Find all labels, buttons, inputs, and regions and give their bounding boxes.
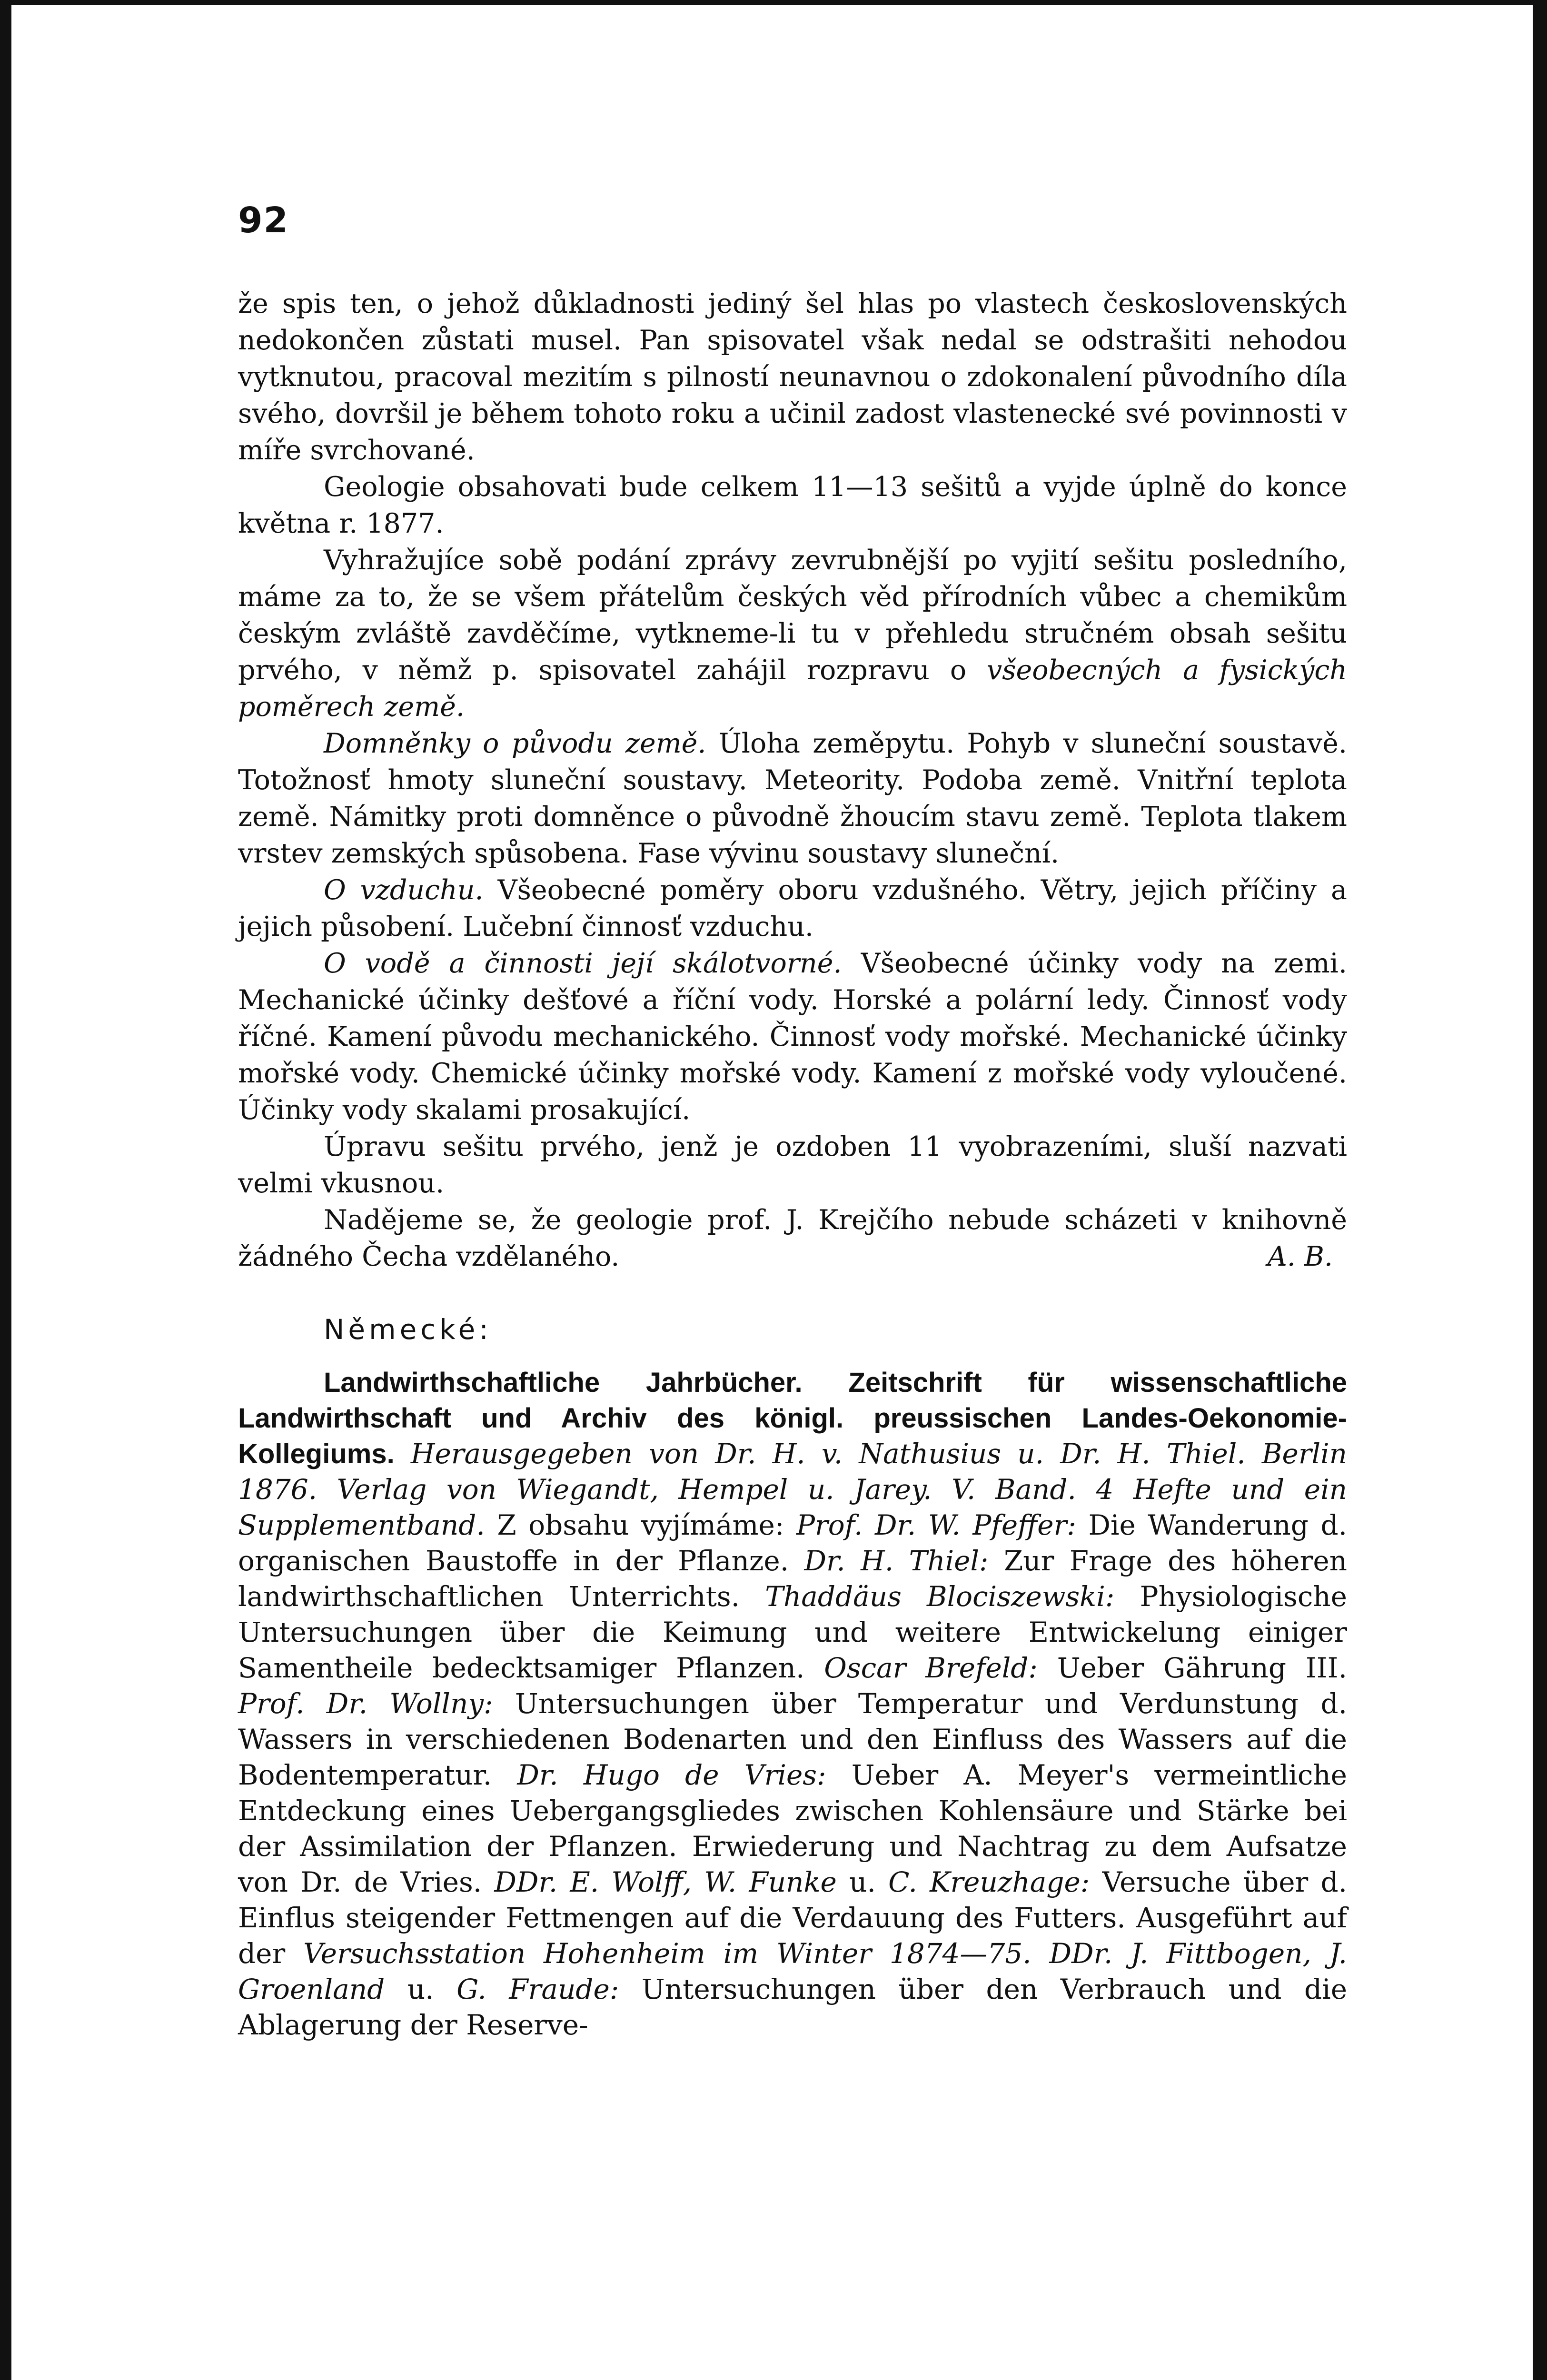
author-thiel: Dr. H. Thiel:	[804, 1545, 989, 1577]
paragraph-contents-intro	[238, 542, 1347, 725]
paragraph-earth-origin	[238, 725, 1347, 872]
title-brefeld: Ueber Gährung III.	[1057, 1652, 1348, 1684]
title-wolff-station: Versuchsstation Hohenheim im Winter 1874—75.	[303, 1937, 1031, 1970]
earth-origin-text: Úloha zeměpytu. Pohyb v sluneční soustavě. Totožnosť hmoty sluneční soustavy. Meteority. Podoba země. Vnitřní teplota země. Námitky proti domněnce o původně žhoucím stavu země. Teplota tlakem vrstev zemských spůsobena. Fase vývinu soustavy sluneční.	[238, 728, 1347, 869]
german-review-entry	[238, 1365, 1347, 2043]
author-blociszewski: Thaddäus Blociszewski:	[765, 1580, 1115, 1613]
paragraph-layout-note: Úpravu sešitu prvého, jenž je ozdoben 11 vyobrazeními, sluší nazvati velmi vkusnou.	[238, 1131, 1347, 1199]
paragraph-continuation: že spis ten, o jehož důkladnosti jediný šel hlas po vlastech československých nedokončen zůstati musel. Pan spisovatel však nedal se odstrašiti nehodou vytknutou, pracoval mezitím s pilností neunavnou o zdokonalení původního díla svého, dovršil je během tohoto roku a učinil zadost vlastenecké své povinnosti v míře svrchované.	[238, 288, 1347, 466]
paragraph-air	[238, 872, 1347, 945]
paragraph-water	[238, 945, 1347, 1129]
paragraph-extent: Geologie obsahovati bude celkem 11—13 sešitů a vyjde úplně do konce května r. 1877.	[238, 471, 1347, 539]
page-number: 92	[238, 200, 289, 241]
journal-editors: Herausgegeben von Dr. H. v. Nathusius u. Dr. H. Thiel. Berlin 1876. Verlag von Wiegandt, Hempel u. Jarey. V. Band. 4 Hefte und ein Supplementband.	[238, 1438, 1347, 1541]
authors-wolff-funke: DDr. E. Wolff, W. Funke	[494, 1866, 837, 1898]
scan-border-top	[0, 0, 1547, 5]
author-wollny: Prof. Dr. Wollny:	[238, 1687, 493, 1720]
contents-intro-italic: všeobecných a fysických poměrech země.	[238, 654, 1348, 723]
title-thiel: Zur Frage des höheren landwirthschaftlichen Unterrichts.	[238, 1545, 1348, 1613]
signature: A. B.	[1267, 1241, 1333, 1272]
title-wollny: Untersuchungen über Temperatur und Verdunstung d. Wassers in verschiedenen Bodenarten und den Einfluss des Wassers auf die Bodentemperatur.	[238, 1687, 1348, 1791]
scan-border-right	[1533, 0, 1547, 2380]
journal-title: Landwirthschaftliche Jahrbücher. Zeitschrift für wissenschaftliche Landwirthschaft und Archiv des königl. preussischen Landes-Oekonomie-Kollegiums.	[238, 1367, 1347, 1469]
author-pfeffer: Prof. Dr. W. Pfeffer:	[796, 1509, 1076, 1541]
author-brefeld: Oscar Brefeld:	[824, 1652, 1038, 1684]
authors-conjunction-1: u.	[849, 1866, 876, 1898]
water-text: Všeobecné účinky vody na zemi. Mechanické účinky dešťové a říční vody. Horské a polární ledy. Činnosť vody říčné. Kamení původu mechanického. Činnosť vody mořské. Mechanické účinky mořské vody. Chemické účinky mořské vody. Kamení z mořské vody vyloučené. Účinky vody skalami prosakující.	[238, 948, 1347, 1126]
paragraph-closing	[238, 1202, 1347, 1275]
title-pfeffer: Die Wanderung d. organischen Baustoffe in der Pflanze.	[238, 1509, 1348, 1577]
text-column	[238, 286, 1347, 2043]
author-de-vries: Dr. Hugo de Vries:	[517, 1759, 826, 1791]
title-de-vries: Ueber A. Meyer's vermeintliche Entdeckung eines Uebergangsgliedes zwischen Kohlensäure und Stärke bei der Assimilation der Pflanzen. Erwiederung und Nachtrag zu dem Aufsatze von Dr. de Vries.	[238, 1759, 1347, 1898]
author-kreuzhage: C. Kreuzhage:	[888, 1866, 1090, 1898]
title-wolff: Versuche über d. Einflus steigender Fettmengen auf die Verdauung des Futters. Ausgeführt auf der	[238, 1866, 1348, 1970]
author-fraude: G. Fraude:	[456, 1973, 619, 2005]
air-text: Všeobecné poměry oboru vzdušného. Větry, jejich příčiny a jejich působení. Lučební činnosť vzduchu.	[238, 874, 1347, 942]
scan-border-left	[0, 0, 11, 2380]
authors-conjunction-2: u.	[407, 1973, 434, 2005]
earth-origin-heading: Domněnky o původu země.	[324, 728, 706, 759]
title-blociszewski: Physiologische Untersuchungen über die Keimung und weitere Entwickelung einiger Samentheile bedecktsamiger Pflanzen.	[238, 1580, 1347, 1684]
closing-text: Nadějeme se, že geologie prof. J. Krejčího nebude scházeti v knihovně žádného Čecha vzdělaného.	[238, 1204, 1347, 1272]
authors-fittbogen-groenland: DDr. J. Fittbogen, J. Groenland	[238, 1937, 1348, 2005]
water-heading: O vodě a činnosti její skálotvorné.	[324, 948, 842, 979]
section-heading-german: Německé:	[324, 1313, 492, 1346]
contents-intro-text: Vyhražujíce sobě podání zprávy zevrubnější po vyjití sešitu posledního, máme za to, že se všem přátelům českých věd přírodních vůbec a chemikům českým zvláště zavděčíme, vytkneme-li tu v přehledu stručném obsah sešitu prvého, v němž p. spisovatel zahájil rozpravu o	[238, 545, 1347, 686]
contents-intro: Z obsahu vyjímáme:	[497, 1509, 784, 1541]
air-heading: O vzduchu.	[324, 874, 484, 906]
title-fittbogen: Untersuchungen über den Verbrauch und die Ablagerung der Reserve-	[238, 1973, 1348, 2041]
